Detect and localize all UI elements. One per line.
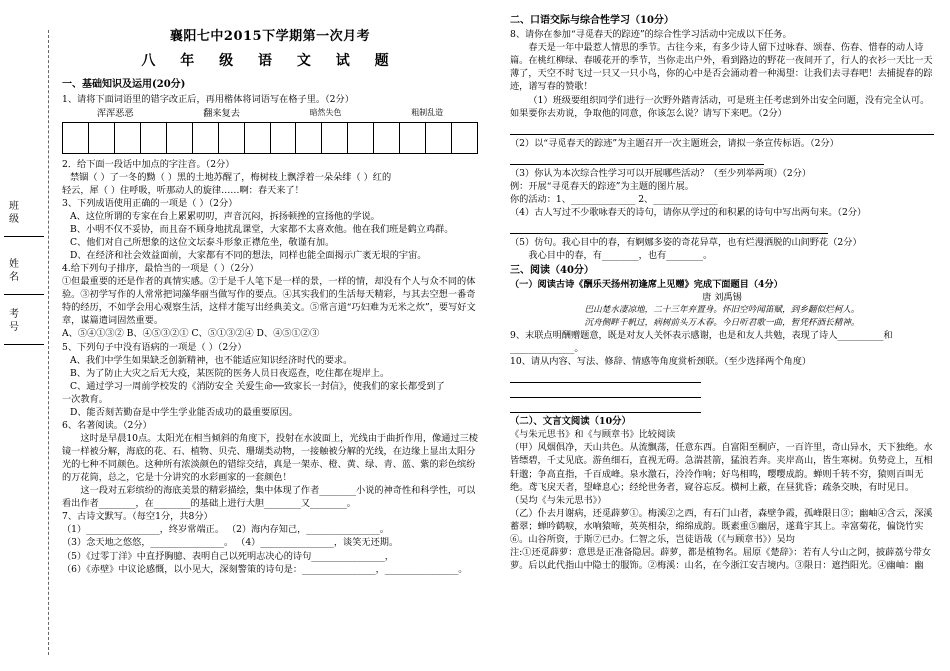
q8-passage: 春天是一年中最惹人情思的季节。古往今来，有多少诗人留下过咏春、颂春、伤春、惜春的动人诗篇。在桃红柳绿、春暖花开的季节，当你走出户外，看到路边的野花一夜间开了，行人的衣衫一天比一天薄了，天空不时飞过一只又一只小鸟，你的心中是否会涌动着一种渴望：让我们去寻春吧！去捕捉春的踪迹，谱写春的赞歌！ bbox=[510, 42, 933, 93]
q8-sub2: （2）以“寻觅春天的踪迹”为主题召开一次主题班会，请拟一条宣传标语。（2分） bbox=[510, 137, 839, 149]
q5-option-c-cont: 一次教育。 bbox=[62, 393, 108, 405]
exam-subtitle: 八 年 级 语 文 试 题 bbox=[141, 53, 399, 70]
q2-line1: 禁锢（ ）了一冬的黝（ ）黑的土地苏醒了，梅树枝上飘浮着一朵朵绯（ ）红的 bbox=[70, 171, 392, 183]
part2-heading: 二、口语交际与综合性学习（10分） bbox=[510, 15, 674, 26]
q7-line2: （3）念天地之悠悠，________________。 （4）________________，谈笑无还期。 bbox=[62, 537, 399, 549]
q1-word: 浑浑恶恶 bbox=[96, 107, 134, 119]
answer-line[interactable] bbox=[510, 221, 828, 234]
poem-line1: 巴山楚水凄凉地，二十三年弃置身。怀旧空吟闻笛赋，到乡翻似烂柯人。 bbox=[584, 305, 860, 316]
q8-sub5: （5）仿句。我心目中的春，有婀娜多姿的奇花异草，也有烂漫洒脱的山间野花（2分） bbox=[510, 236, 862, 248]
reading2-heading: （二）、文言文阅读（10分） bbox=[510, 415, 631, 427]
q4-text: 4.给下列句子排序，最恰当的一项是（ ）（2分） bbox=[62, 263, 259, 275]
exam-title: 襄阳七中2015下学期第一次月考 bbox=[169, 29, 371, 44]
passage-jia: （甲）风烟俱净，天山共色。从流飘荡，任意东西。自富阳至桐庐，一百许里，奇山异水，天下独绝。水皆缥碧，千丈见底。游鱼细石，直视无碍。急湍甚箭，猛浪若奔。夹岸高山，皆生寒树。负势竞上，互相轩邈；争高直指，千百成峰。泉水激石，泠泠作响；好鸟相鸣，嘤嘤成韵。蝉则千转不穷，猿则百叫无绝。鸢飞戾天者，望峰息心；经纶世务者，窥谷忘反。横柯上蔽，在昼犹昏；疏条交映，有时见日。 bbox=[510, 442, 933, 493]
q1-words bbox=[62, 107, 478, 120]
q1-word: 暗然失色 bbox=[309, 107, 342, 117]
answer-line[interactable] bbox=[510, 152, 764, 165]
name-blank[interactable] bbox=[4, 294, 44, 295]
q5-option-b: B、为了防止大灾之后无大疫，某医院的医务人员日夜巡查，吃住都在堤岸上。 bbox=[70, 367, 390, 379]
q3-option-d: D、在经济和社会效益面前，大家都有不同的想法，同样也能全面揭示广袤无垠的宇宙。 bbox=[70, 250, 427, 262]
q7-line1: （1）________________，终岁常端正。 （2）海内存知己，________________。 bbox=[62, 524, 389, 536]
id-blank[interactable] bbox=[4, 344, 44, 345]
q8-sub3: （3）你认为本次综合性学习可以开展哪些活动？（至少列举两项）（2分） bbox=[510, 167, 812, 179]
q7-text: 7、古诗文默写。（每空1分，共8分） bbox=[62, 511, 213, 523]
right-column bbox=[510, 12, 934, 572]
q6-fill: 这一段对五彩缤纷的海底美景的精彩描绘，集中体现了作者________小说的神奇性和科学性，可以看出作者________，在________的基础上进行大胆________又________。 bbox=[62, 485, 476, 510]
part1-heading: 一、基础知识及运用(20分) bbox=[62, 79, 186, 91]
q4-options: A、⑤④①③② B、④⑤③②① C、⑤①③②④ D、④⑤①②③ bbox=[62, 328, 320, 340]
answer-line[interactable] bbox=[510, 400, 701, 413]
q3-option-b: B、小明不仅不妥协，而且奋不顾身地扰乱课堂，大家都不太喜欢他。他在我们班是鹤立鸡群。 bbox=[70, 223, 454, 235]
left-column bbox=[62, 28, 478, 576]
q3-option-c: C、他们对自己所想象的这位文坛泰斗形象正襟危坐，敬谨有加。 bbox=[70, 237, 335, 249]
q5-text: 5、下列句子中没有语病的一项是（ ）（2分） bbox=[62, 341, 247, 353]
q1-word: 翻来复去 bbox=[203, 107, 240, 119]
q8-text: 8、请你在参加“寻觅春天的踪迹”的综合性学习活动中完成以下任务。 bbox=[510, 29, 792, 41]
class-label: 班级 bbox=[9, 201, 19, 225]
reading1-heading: （一）阅读古诗《酬乐天扬州初逢席上见赠》完成下面题目（4分） bbox=[510, 279, 783, 291]
passage-notes: 注:①还觅薜萝：意思是正准备隐居。薜萝，都是植物名。屈原《楚辞》：若有人兮山之阿，披薜荔兮带女萝。后以此代指山中隐士的服饰。②梅溪：山名，在今浙江安吉境内。③限日：遮挡阳光。④幽岫：幽 bbox=[510, 546, 932, 571]
q7-line3: （5）《过零丁洋》中直抒胸臆、表明自己以死明志决心的诗句________________， bbox=[62, 550, 394, 562]
q7-line4: （6）《赤壁》中议论感慨，以小见大，深刻警策的诗句是：________________，________________。 bbox=[62, 563, 468, 575]
id-label: 考号 bbox=[9, 309, 19, 333]
q8-sub1: （1）班级要组织同学们进行一次野外踏青活动，可是班主任考虑到外出安全问题，没有完全认可。如果要你去劝说，争取他的同意，你该怎么说？请写下来吧。（2分） bbox=[510, 94, 930, 119]
poem-line2: 沉舟侧畔千帆过，病树前头万木春。今日听君歌一曲，暂凭杯酒长精神。 bbox=[584, 317, 860, 328]
q5-option-d: D、能否刻苦勤奋是中学生学业能否成功的最重要原因。 bbox=[70, 406, 298, 418]
binding-strip bbox=[0, 0, 58, 671]
name-label: 姓名 bbox=[9, 259, 19, 283]
poem-author: 唐 刘禹锡 bbox=[702, 292, 742, 304]
answer-line[interactable] bbox=[510, 370, 701, 383]
q8-sub3-example: 例：开展“寻觅春天的踪迹”为主题的图片展。 bbox=[510, 180, 694, 192]
q10-text: 10、请从内容、写法、修辞、情感等角度赏析颈联。（至少选择两个角度） bbox=[510, 355, 812, 367]
q8-sub4: （4）古人写过不少歌咏春天的诗句，请你从学过的和积累的诗句中写出两句来。（2分） bbox=[510, 206, 867, 218]
q5-option-a: A、我们中学生如果缺乏创新精神，也不能适应知识经济时代的要求。 bbox=[70, 354, 353, 366]
passage-yi: （乙）仆去月谢病，还觅薜萝①。梅溪②之西，有石门山者，森壁争霞，孤峰限日③；幽岫④含云，深溪蓄翠；蝉吟鹤唳，水响猿啼，英英相杂，绵绵成韵。既素重⑤幽居，遂葺宇其上。幸富菊花，偏饶竹实⑥。山谷所资，于斯⑦已办。仁智之乐，岂徒语哉（《与顾章书》）吴均 bbox=[510, 507, 933, 545]
q3-text: 3、下列成语使用正确的一项是（ ）（2分） bbox=[62, 197, 238, 209]
q2-line2: 轻云，犀（ ）住呼吸，听那动人的旋律……啊：春天来了！ bbox=[62, 184, 304, 196]
q1-text: 1、请将下面词语里的错字改正后，再用楷体将词语写在格子里。（2分） bbox=[62, 93, 354, 105]
q2-text: 2．给下面一段话中加点的字注音。（2分） bbox=[62, 158, 235, 170]
q9-text: 9、末联点明酬赠题意，既是对友人关怀表示感谢，也是和友人共勉，表现了诗人__________和______________。 bbox=[510, 329, 893, 354]
answer-line[interactable] bbox=[510, 385, 701, 398]
q6-text: 6、名著阅读。（2分） bbox=[62, 419, 152, 431]
q1-word: 粗制乱造 bbox=[411, 107, 444, 117]
q3-option-a: A、这位所谓的专家在台上累累叨叨，声音沉闷，拆扬顿挫的宣扬他的学说。 bbox=[70, 210, 380, 222]
reading2-intro: 《与朱元思书》和《与顾章书》比较阅读 bbox=[510, 429, 676, 441]
passage-jia-source: （吴均《与朱元思书》） bbox=[510, 494, 607, 506]
q5-option-c: C、通过学习一周前学校发的《消防安全 关爱生命──致家长一封信》，使我们的家长都受到了 bbox=[70, 380, 445, 392]
q4-passage: ①但最重要的还是作者的真情实感。②于是千人笔下是一样的景，一样的情，却没有个人与众不同的体验。③初学写作的人常常把词藻华丽当做写作的要点。④其实我们的生活每天精彩，与其去空想一番奇特的经历，不如学会用心观察生活，这样才能写出经典美文。⑤常言道“巧妇难为无米之炊”，要写好文章，谋篇遣词固然重要。 bbox=[62, 276, 476, 327]
q1-writing-grid[interactable] bbox=[62, 122, 478, 154]
q6-passage: 这时是早晨10点。太阳光在相当倾斜的角度下，投射在水波面上，光线由于曲折作用，像通过三棱镜一样被分解，海底的花、石、植物、贝壳、珊瑚类动物，一接触被分解的光线，在边缘上显出太阳分光的七种不同颜色。这种所有浓淡颜色的错综交结，真是一架赤、橙、黄、绿、青、蓝、紫的彩色缤纷的万花筒，总之，它是十分讲究的水彩画家的一套颜色！ bbox=[62, 432, 478, 484]
part3-heading: 三、阅读（40分） bbox=[510, 265, 594, 277]
q8-sub3-fill: 你的活动：1、______________ 2、______________ bbox=[510, 193, 718, 205]
cut-line bbox=[48, 30, 49, 655]
class-blank[interactable] bbox=[4, 236, 44, 237]
q8-sub5-fill: 我心目中的春，有________，也有________。 bbox=[528, 250, 713, 261]
answer-line[interactable] bbox=[510, 122, 934, 135]
